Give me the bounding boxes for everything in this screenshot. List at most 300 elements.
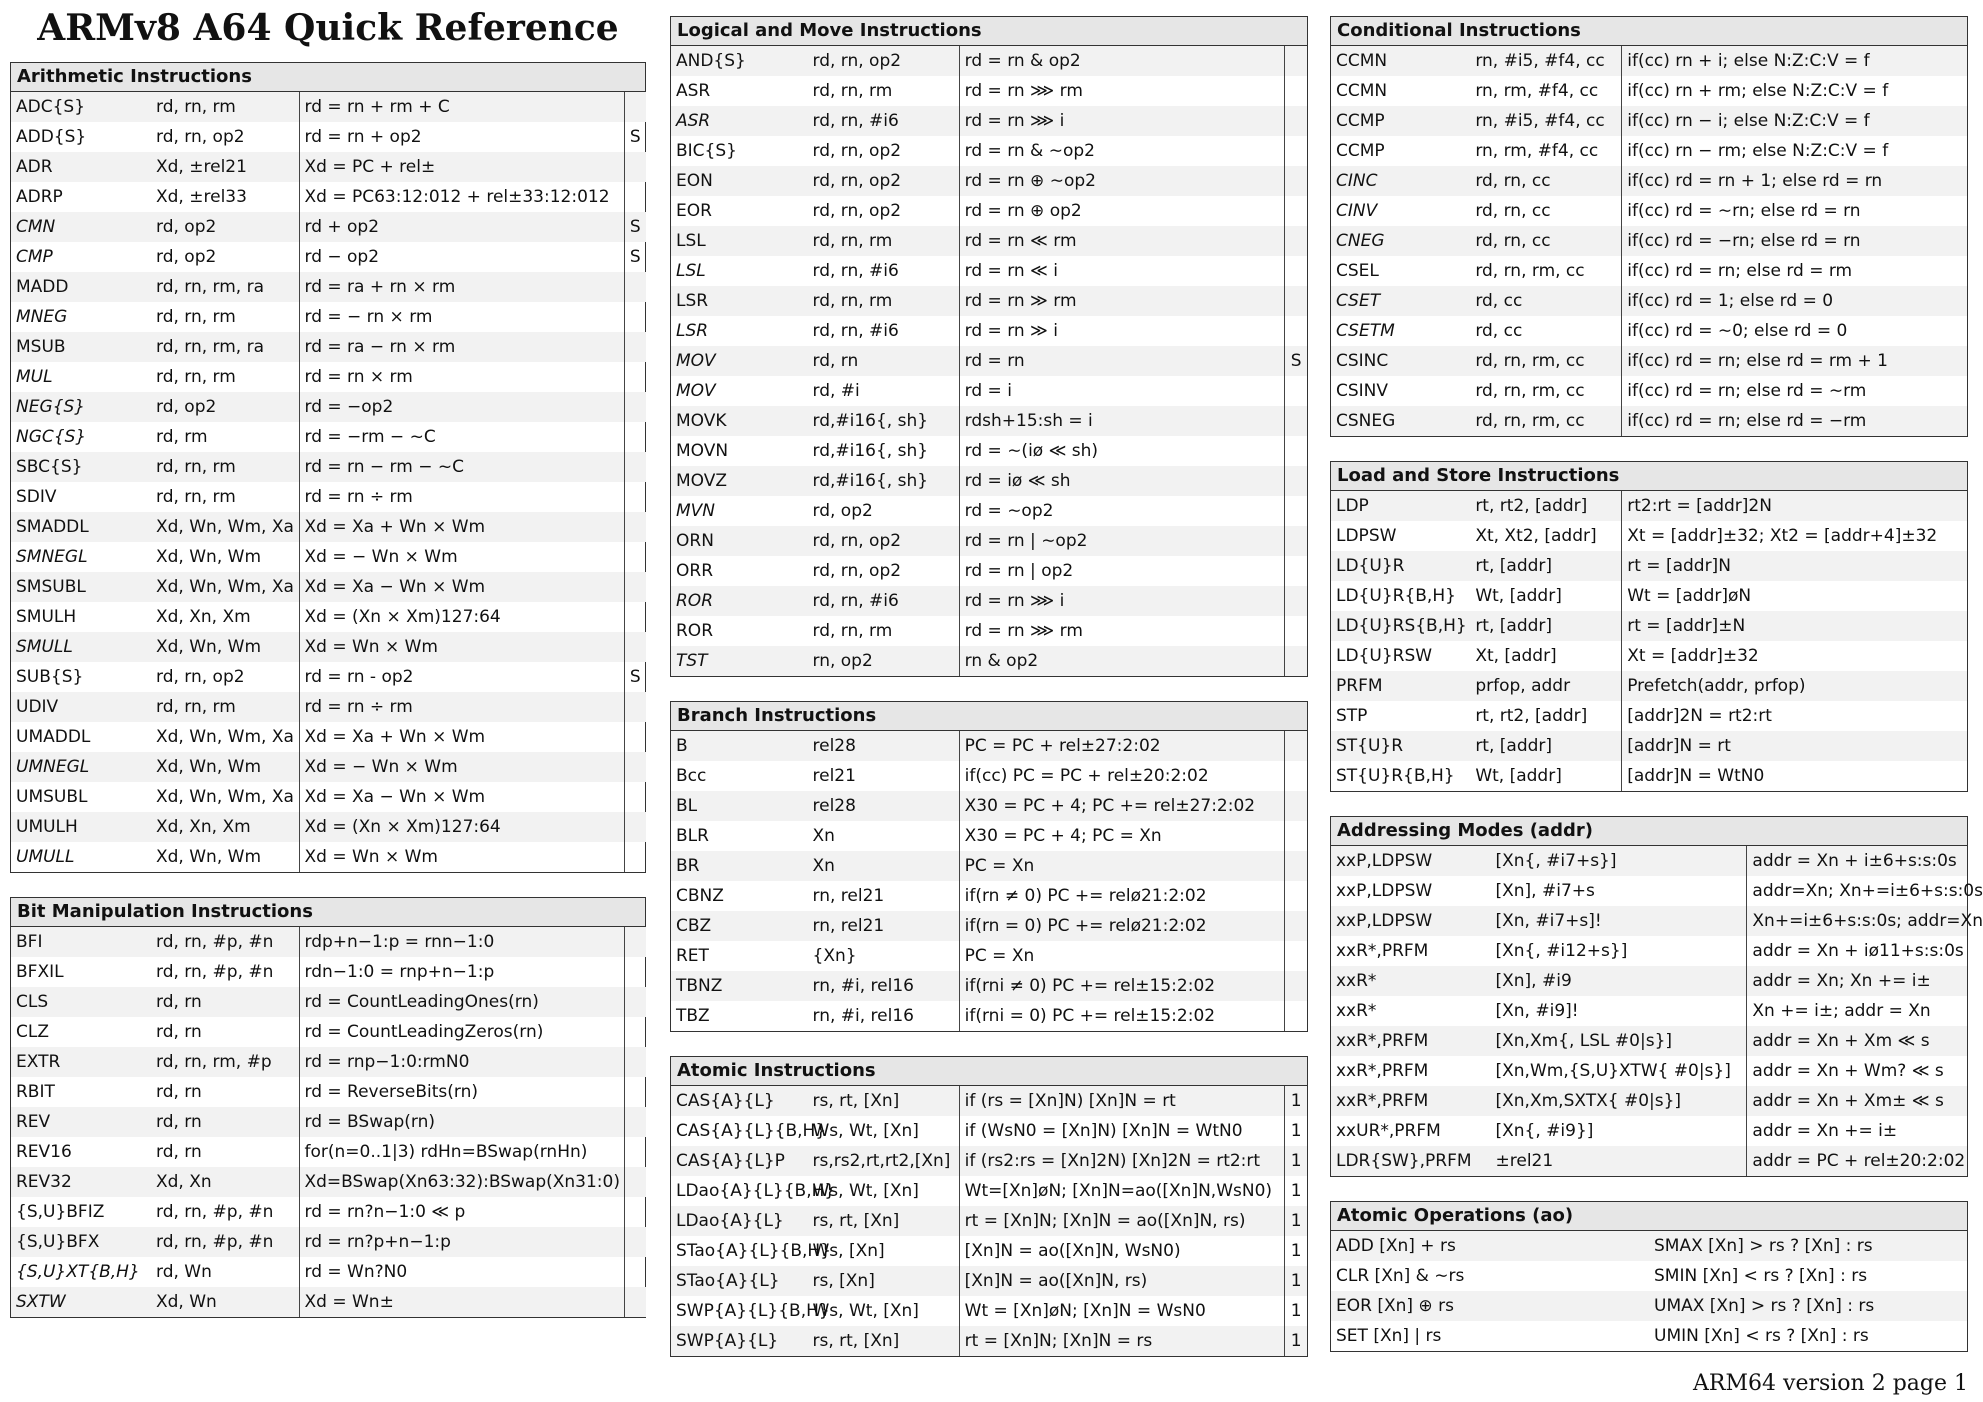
operands: [Xn{, #i7+s}]: [1491, 846, 1747, 876]
table-row: [671, 731, 1307, 761]
table-row: [671, 1326, 1307, 1356]
operands: Xd, Wn, Wm: [151, 632, 299, 662]
flag: [624, 542, 646, 572]
operands: rt, rt2, [addr]: [1470, 491, 1621, 521]
table-row: [11, 1257, 646, 1287]
table-row: [11, 482, 646, 512]
operands: rn, rm, #f4, cc: [1475, 81, 1599, 101]
table-row: [11, 752, 646, 782]
instruction: LDR{SW},PRFM: [1331, 1146, 1491, 1176]
table-row: [1331, 106, 1967, 136]
operation: PC = Xn: [959, 851, 1285, 881]
operands: [Xn{, #i9}]: [1495, 1121, 1594, 1141]
instruction: MOV: [676, 381, 716, 401]
operation: if(cc) rd = rn; else rd = rm: [1622, 256, 1967, 286]
table-row: [11, 987, 646, 1017]
table-row: [671, 1266, 1307, 1296]
flag: 1: [1285, 1176, 1307, 1206]
flag: [1285, 821, 1307, 851]
table-row: [11, 602, 646, 632]
table-row: [671, 346, 1307, 376]
operation: rd = rn - op2: [299, 662, 624, 692]
instruction: SBC{S}: [11, 452, 151, 482]
instruction: xxR*: [1331, 966, 1491, 996]
operation: rt2:rt = [addr]2N: [1622, 491, 1967, 521]
instruction: CBNZ: [676, 886, 724, 906]
table-row: [11, 1107, 646, 1137]
operation: if (rs2:rs = [Xn]2N) [Xn]2N = rt2:rt: [959, 1146, 1285, 1176]
operands: rd, rn, rm: [151, 92, 299, 122]
table-row: [1331, 1231, 1967, 1261]
instruction: BFXIL: [16, 962, 64, 982]
operands: Ws, [Xn]: [812, 1241, 885, 1261]
operands: rd, rn, #i6: [808, 106, 960, 136]
operation: [addr]2N = rt2:rt: [1622, 701, 1967, 731]
table-row: [671, 136, 1307, 166]
instruction: CNEG: [1331, 226, 1470, 256]
table-row: [1331, 876, 1967, 906]
operation: addr = Xn + Wm? ≪ s: [1747, 1056, 1967, 1086]
atomic-operations-ao-section: [1330, 1201, 1968, 1352]
table-row: [1331, 256, 1967, 286]
operation: addr = Xn + iø11+s:s:0s: [1747, 936, 1967, 966]
operands: rd, rn, #i6: [808, 586, 960, 616]
instruction: MOVZ: [671, 466, 808, 496]
column-left: [10, 0, 646, 1342]
operation: [Xn]N = ao([Xn]N, WsN0): [959, 1236, 1285, 1266]
flag: [1285, 406, 1307, 436]
operation: rd = ∼op2: [959, 496, 1285, 526]
table-row: [671, 316, 1307, 346]
operands: rd, rn: [156, 1082, 202, 1102]
operation: rdp+n−1:p = rnn−1:0: [299, 927, 624, 957]
operation: rd = rn ÷ rm: [299, 692, 624, 722]
operands: rs, rt, [Xn]: [808, 1326, 960, 1356]
instruction: ADC{S}: [11, 92, 151, 122]
table-row: [671, 586, 1307, 616]
table-row: [11, 957, 646, 987]
instruction: STao{A}{L}: [671, 1266, 808, 1296]
operation: if(rni ≠ 0) PC += rel±15:2:02: [959, 971, 1285, 1001]
op-cell: EOR [Xn] ⊕ rs: [1331, 1291, 1649, 1321]
operation: rd = i: [959, 376, 1285, 406]
instruction: MUL: [16, 367, 53, 387]
instruction: MOV: [671, 346, 808, 376]
operation: rd = rn ≪ rm: [959, 226, 1285, 256]
operands: rd, rn: [156, 1022, 202, 1042]
operands: rd, rn, op2: [808, 526, 960, 556]
operation: Xn += i±; addr = Xn: [1747, 996, 1967, 1026]
operands: {Xn}: [812, 946, 857, 966]
operands: rd, rn, op2: [808, 166, 960, 196]
operands: rt, [addr]: [1470, 731, 1621, 761]
operation: Xd = (Xn × Xm)127:64: [299, 602, 624, 632]
operation: rd = rn ⊕ op2: [959, 196, 1285, 226]
operands: Xd, ±rel21: [151, 152, 299, 182]
operands: Xd, Xn: [151, 1167, 299, 1197]
operands: rd, rn, op2: [156, 127, 245, 147]
table-row: [671, 526, 1307, 556]
table-row: [1331, 346, 1967, 376]
operation: rd − op2: [299, 242, 624, 272]
instruction: LDPSW: [1336, 526, 1397, 546]
operation: rt = [Xn]N; [Xn]N = ao([Xn]N, rs): [959, 1206, 1285, 1236]
load-and-store-instructions-table: [1331, 491, 1967, 791]
instruction: SMULH: [16, 607, 77, 627]
flag: [624, 512, 646, 542]
operands: Xd, Wn: [151, 1287, 299, 1317]
instruction: CSEL: [1336, 261, 1379, 281]
flag: [624, 692, 646, 722]
operands: rn, #i5, #f4, cc: [1470, 106, 1621, 136]
op-cell: ADD [Xn] + rs: [1331, 1231, 1649, 1261]
instruction: LDP: [1331, 491, 1470, 521]
operands: rn, #i, rel16: [808, 971, 960, 1001]
operation: rd = rn ≫ i: [959, 316, 1285, 346]
table-row: [1331, 906, 1967, 936]
operation: rd = rnp−1:0:rmN0: [299, 1047, 624, 1077]
logical-and-move-instructions-table: [671, 46, 1307, 676]
instruction: xxR*,PRFM: [1331, 1086, 1491, 1116]
flag: S: [624, 122, 646, 152]
table-row: [1331, 376, 1967, 406]
table-row: [671, 1236, 1307, 1266]
instruction: ORN: [671, 526, 808, 556]
operands: rd, op2: [812, 501, 873, 521]
flag: [624, 1227, 646, 1257]
atomic-operations-ao-table: [1331, 1231, 1967, 1351]
table-row: [11, 182, 646, 212]
table-row: [11, 1137, 646, 1167]
operation: rd = rn?p+n−1:p: [299, 1227, 624, 1257]
instruction: SMULL: [11, 632, 151, 662]
operation: addr=Xn; Xn+=i±6+s:s:0s: [1747, 876, 1967, 906]
instruction: SUB{S}: [16, 667, 84, 687]
instruction: ADR: [11, 152, 151, 182]
flag: 1: [1285, 1086, 1307, 1116]
table-row: [671, 761, 1307, 791]
table-row: [11, 842, 646, 872]
operands: rd, rn, rm: [812, 621, 893, 641]
operation: rd = rn ≫ rm: [959, 286, 1285, 316]
operation: rd + op2: [299, 212, 624, 242]
instruction: {S,U}XT{B,H}: [16, 1262, 140, 1282]
instruction: ASR: [676, 81, 711, 101]
table-row: [11, 812, 646, 842]
operation: if(cc) rd = rn; else rd = ∼rm: [1622, 376, 1967, 406]
instruction: CMN: [11, 212, 151, 242]
operands: Xd, Xn, Xm: [156, 607, 251, 627]
operation: [Xn]N = ao([Xn]N, rs): [959, 1266, 1285, 1296]
table-row: [1331, 611, 1967, 641]
flag: [1285, 881, 1307, 911]
instruction: CLZ: [16, 1022, 49, 1042]
flag: [624, 842, 646, 872]
table-row: [11, 1287, 646, 1317]
flag: [1285, 106, 1307, 136]
flag: 1: [1285, 1206, 1307, 1236]
operation: rd = BSwap(rn): [299, 1107, 624, 1137]
op-cell: CLR [Xn] & ∼rs: [1336, 1266, 1465, 1286]
operands: Xd, Wn, Wm: [156, 847, 262, 867]
operands: rel28: [808, 731, 960, 761]
operation: rd = rn | op2: [959, 556, 1285, 586]
table-row: [1331, 996, 1967, 1026]
operation: rd = CountLeadingZeros(rn): [299, 1017, 624, 1047]
flag: [1285, 436, 1307, 466]
table-row: [1331, 1086, 1967, 1116]
operands: rel28: [808, 791, 960, 821]
flag: [1285, 196, 1307, 226]
operation: if(rn ≠ 0) PC += relø21:2:02: [959, 881, 1285, 911]
logical-and-move-instructions-section: [670, 16, 1308, 677]
flag: [624, 927, 646, 957]
table-row: [11, 1077, 646, 1107]
flag: [624, 1107, 646, 1137]
instruction: CSNEG: [1331, 406, 1470, 436]
operation: rd = rn ⋙ i: [959, 106, 1285, 136]
operands: rs, [Xn]: [808, 1266, 960, 1296]
operation: Prefetch(addr, prfop): [1622, 671, 1967, 701]
operands: rn, rel21: [812, 886, 885, 906]
flag: [624, 272, 646, 302]
instruction: LD{U}R{B,H}: [1336, 586, 1456, 606]
operands: rd, rn, rm, ra: [151, 332, 299, 362]
section-header: Atomic Instructions: [671, 1057, 1307, 1086]
operands: rd, op2: [151, 212, 299, 242]
table-row: [1331, 226, 1967, 256]
operation: addr = Xn; Xn += i±: [1747, 966, 1967, 996]
flag: [1285, 166, 1307, 196]
table-row: [11, 1197, 646, 1227]
operation: rd = rn ⋙ rm: [959, 616, 1285, 646]
table-row: [1331, 731, 1967, 761]
instruction: xxUR*,PRFM: [1336, 1121, 1441, 1141]
operation: if(cc) rd = rn + 1; else rd = rn: [1622, 166, 1967, 196]
operands: rd, rn, rm: [156, 307, 236, 327]
flag: [624, 1137, 646, 1167]
table-row: [11, 422, 646, 452]
flag: S: [624, 242, 646, 272]
table-row: [1331, 76, 1967, 106]
operands: rd, rn, rm: [808, 286, 960, 316]
addressing-modes-addr-section: [1330, 816, 1983, 1177]
operation: PC = PC + rel±27:2:02: [959, 731, 1285, 761]
table-row: [671, 1001, 1307, 1031]
table-row: [11, 362, 646, 392]
table-row: [11, 272, 646, 302]
operation: addr = Xn += i±: [1747, 1116, 1967, 1146]
instruction: MADD: [11, 272, 151, 302]
instruction: ADRP: [16, 187, 63, 207]
instruction: MOVK: [671, 406, 808, 436]
instruction: UMADDL: [16, 727, 91, 747]
instruction: xxP,LDPSW: [1331, 906, 1491, 936]
instruction: ADD{S}: [16, 127, 87, 147]
branch-instructions-section: [670, 701, 1308, 1032]
operands: [Xn, #i7+s]!: [1491, 906, 1747, 936]
flag: [624, 182, 646, 212]
operation: rd = rn | ∼op2: [959, 526, 1285, 556]
table-row: [671, 106, 1307, 136]
flag: [624, 572, 646, 602]
section-header: Arithmetic Instructions: [11, 63, 645, 92]
operands: rd, rn, rm, cc: [1470, 346, 1621, 376]
operands: rd, rn, #p, #n: [156, 1202, 274, 1222]
operands: rd,#i16{, sh}: [812, 441, 929, 461]
table-row: [11, 1047, 646, 1077]
operation: rd = ra − rn × rm: [299, 332, 624, 362]
column-right: [1330, 16, 1983, 1376]
instruction: BLR: [676, 826, 709, 846]
operands: rd, rn, #p, #n: [151, 1227, 299, 1257]
operation: rd = −rm − ~C: [299, 422, 624, 452]
flag: 1: [1285, 1296, 1307, 1326]
table-row: [671, 616, 1307, 646]
operands: rd, rn, rm, #p: [151, 1047, 299, 1077]
operands: rd, rn, #p, #n: [151, 927, 299, 957]
operation: if(cc) rd = ∼0; else rd = 0: [1622, 316, 1967, 346]
operands: [Xn], #i7+s: [1495, 881, 1595, 901]
operands: rd, cc: [1470, 286, 1621, 316]
flag: [624, 92, 646, 122]
flag: [624, 812, 646, 842]
page-footer: ARM64 version 2 page 1: [1693, 1371, 1968, 1396]
arithmetic-instructions-table: [11, 92, 646, 872]
section-header: Load and Store Instructions: [1331, 462, 1967, 491]
instruction: CCMN: [1331, 46, 1470, 76]
table-row: [671, 256, 1307, 286]
table-row: [671, 466, 1307, 496]
operands: rd, rn, op2: [808, 46, 960, 76]
table-row: [671, 376, 1307, 406]
operation: Xd = − Wn × Wm: [299, 542, 624, 572]
operands: rd, rn: [156, 1142, 202, 1162]
operands: Xd, Wn, Wm, Xa: [151, 512, 299, 542]
instruction: SMADDL: [11, 512, 151, 542]
instruction: ST{U}R{B,H}: [1336, 766, 1455, 786]
table-row: [11, 92, 646, 122]
operands: Ws, Wt, [Xn]: [812, 1181, 919, 1201]
table-row: [1331, 701, 1967, 731]
flag: [1285, 226, 1307, 256]
flag: [624, 782, 646, 812]
operands: rn, rm, #f4, cc: [1475, 141, 1599, 161]
operation: rn & op2: [959, 646, 1285, 676]
table-row: [1331, 671, 1967, 701]
instruction: UMULL: [16, 847, 75, 867]
table-row: [1331, 551, 1967, 581]
instruction: BR: [671, 851, 808, 881]
table-row: [11, 1227, 646, 1257]
operation: rd = −op2: [299, 392, 624, 422]
flag: 1: [1285, 1116, 1307, 1146]
table-row: [671, 1116, 1307, 1146]
flag: 1: [1285, 1236, 1307, 1266]
operands: rd, #i: [812, 381, 860, 401]
table-row: [11, 632, 646, 662]
table-row: [671, 406, 1307, 436]
section-header: Bit Manipulation Instructions: [11, 898, 645, 927]
operands: Xd, Wn, Wm, Xa: [151, 572, 299, 602]
instruction: NGC{S}: [16, 427, 87, 447]
operation: rd = rn & ∼op2: [959, 136, 1285, 166]
flag: [624, 752, 646, 782]
operation: rd = rn ⊕ ∼op2: [959, 166, 1285, 196]
operands: rd, rn, #p, #n: [156, 962, 274, 982]
operation: rt = [addr]N: [1622, 551, 1967, 581]
operands: Xd, ±rel33: [156, 187, 247, 207]
operation: rd = CountLeadingOnes(rn): [299, 987, 624, 1017]
operands: rd, rn, op2: [812, 201, 902, 221]
instruction: UMSUBL: [16, 787, 88, 807]
instruction: SMSUBL: [11, 572, 151, 602]
section-header: Addressing Modes (addr): [1331, 817, 1967, 846]
table-row: [671, 46, 1307, 76]
instruction: {S,U}BFIZ: [16, 1202, 105, 1222]
instruction: SWP{A}{L}{B,H}: [676, 1301, 830, 1321]
flag: [624, 602, 646, 632]
operands: rn, op2: [808, 646, 960, 676]
operation: rd = − rn × rm: [299, 302, 624, 332]
table-row: [671, 286, 1307, 316]
operation: Wt = [Xn]øN; [Xn]N = WsN0: [959, 1296, 1285, 1326]
operation: rd = rn & op2: [959, 46, 1285, 76]
instruction: STP: [1336, 706, 1368, 726]
operands: rd, rn, rm: [151, 692, 299, 722]
table-row: [11, 692, 646, 722]
conditional-instructions-section: [1330, 16, 1968, 437]
table-row: [11, 722, 646, 752]
instruction: TST: [671, 646, 808, 676]
instruction: LSR: [676, 321, 709, 341]
flag: [624, 422, 646, 452]
operation: addr = Xn + i±6+s:s:0s: [1747, 846, 1967, 876]
operands: rd,#i16{, sh}: [808, 466, 960, 496]
column-middle: [670, 16, 1308, 1381]
operation: rd = rn?n−1:0 ≪ p: [299, 1197, 624, 1227]
table-row: [671, 851, 1307, 881]
operands: rd, rn, #i6: [812, 321, 899, 341]
operation: rd = rn + rm + C: [299, 92, 624, 122]
branch-instructions-table: [671, 731, 1307, 1031]
operands: rd, rn, rm: [156, 367, 236, 387]
flag: [1285, 941, 1307, 971]
operands: prfop, addr: [1470, 671, 1621, 701]
flag: [624, 632, 646, 662]
operation: [addr]N = rt: [1622, 731, 1967, 761]
flag: [624, 957, 646, 987]
instruction: CLS: [11, 987, 151, 1017]
flag: [1285, 256, 1307, 286]
op-cell: UMAX [Xn] > rs ? [Xn] : rs: [1649, 1291, 1967, 1321]
operation: if(cc) rn − i; else N:Z:C:V = f: [1622, 106, 1967, 136]
operation: Xd = (Xn × Xm)127:64: [299, 812, 624, 842]
operands: rd, rn, op2: [812, 141, 902, 161]
operands: rd, rn, rm: [151, 452, 299, 482]
flag: [624, 362, 646, 392]
arithmetic-instructions-section: [10, 62, 646, 873]
flag: [1285, 526, 1307, 556]
flag: [1285, 136, 1307, 166]
operands: rn, #i5, #f4, cc: [1470, 46, 1621, 76]
instruction: NEG{S}: [11, 392, 151, 422]
flag: [1285, 731, 1307, 761]
op-cell: SMAX [Xn] > rs ? [Xn] : rs: [1649, 1231, 1967, 1261]
table-row: [11, 392, 646, 422]
table-row: [1331, 46, 1967, 76]
instruction: LD{U}RSW: [1336, 646, 1433, 666]
